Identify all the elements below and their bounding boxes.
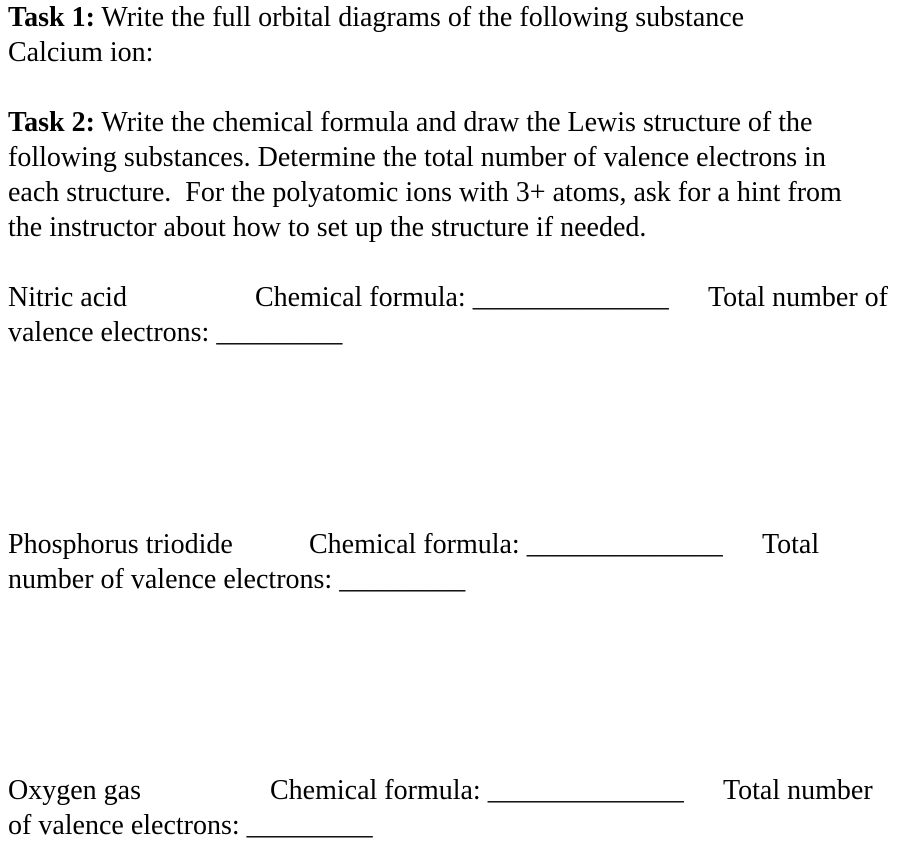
item-formula-oxygen-gas: Chemical formula: ______________ xyxy=(270,775,684,806)
task2-line2: following substances. Determine the total number of valence electrons in xyxy=(8,142,826,173)
task1-text: Write the full orbital diagrams of the following substance xyxy=(94,2,745,33)
item-name-phosphorus-triodide: Phosphorus triodide xyxy=(8,529,233,560)
item-name-nitric-acid: Nitric acid xyxy=(8,282,127,313)
task2-line3: each structure. For the polyatomic ions with 3+ atoms, ask for a hint from xyxy=(8,177,842,208)
task2-line4: the instructor about how to set up the structure if needed. xyxy=(8,212,647,243)
item-formula-phosphorus-triodide: Chemical formula: ______________ xyxy=(309,529,723,560)
item-valence-oxygen-gas: of valence electrons: _________ xyxy=(8,810,373,841)
task1-label: Task 1: xyxy=(8,2,95,33)
item-valence-phosphorus-triodide: number of valence electrons: _________ xyxy=(8,564,466,595)
item-total-nitric-acid: Total number of xyxy=(708,282,888,313)
item-total-oxygen-gas: Total number xyxy=(723,775,873,806)
item-formula-nitric-acid: Chemical formula: ______________ xyxy=(255,282,669,313)
task1-line2: Calcium ion: xyxy=(8,37,154,68)
item-valence-nitric-acid: valence electrons: _________ xyxy=(8,317,343,348)
task1-line1 xyxy=(8,0,744,35)
task2-text: Write the chemical formula and draw the Lewis structure of the xyxy=(94,107,813,138)
item-total-phosphorus-triodide: Total xyxy=(762,529,820,560)
task2-label: Task 2: xyxy=(8,107,95,138)
item-name-oxygen-gas: Oxygen gas xyxy=(8,775,141,806)
task2-line1 xyxy=(8,105,812,140)
